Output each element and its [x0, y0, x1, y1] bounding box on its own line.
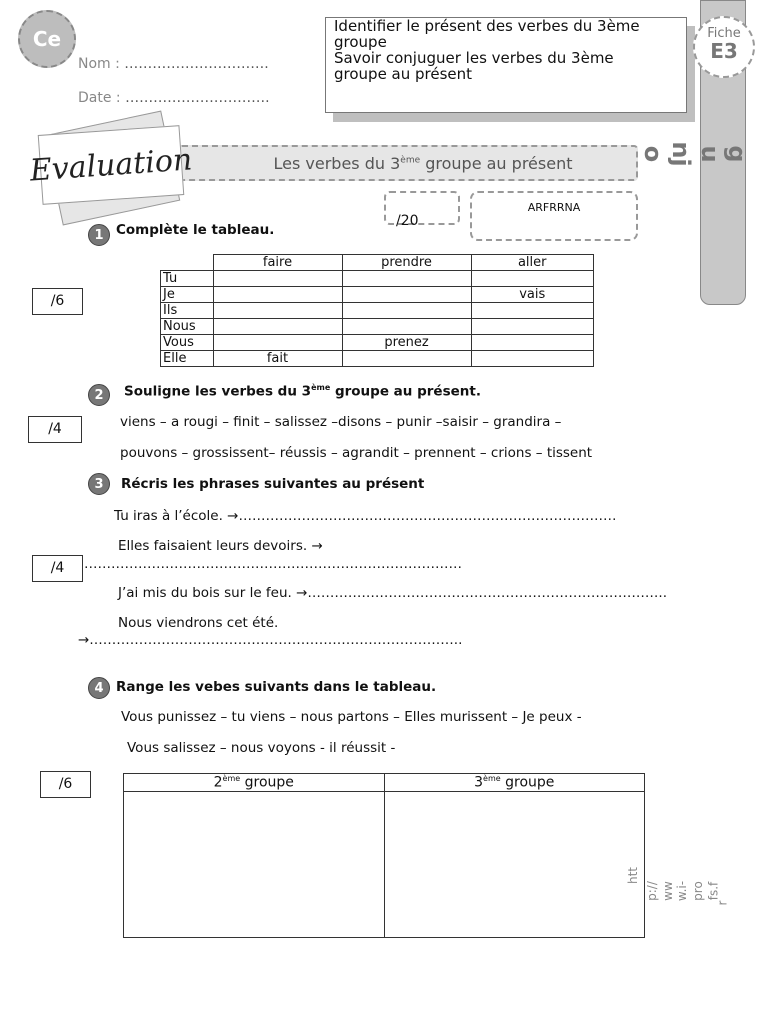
- table-row: Vous prenez: [161, 335, 594, 351]
- table-row: Nous: [161, 319, 594, 335]
- objectives-box: Identifier le présent des verbes du 3ème groupe Savoir conjuguer les verbes du 3ème groupe au présent: [325, 17, 687, 113]
- table-row: Je vais: [161, 287, 594, 303]
- exercise-2-score[interactable]: /4: [28, 416, 82, 443]
- exercise-3-score[interactable]: /4: [32, 555, 83, 582]
- title-bar: Les verbes du 3ème groupe au présent: [178, 145, 638, 181]
- table-row: Elle fait: [161, 351, 594, 367]
- name-field[interactable]: Nom : ………………………….: [78, 56, 269, 72]
- date-field[interactable]: Date : ………………………….: [78, 90, 270, 106]
- exercise-3-number: 3: [88, 473, 110, 495]
- exercise-2-line-2[interactable]: pouvons – grossissent– réussis – agrandit – prennent – crions – tissent: [120, 445, 593, 461]
- exercise-4-score[interactable]: /6: [40, 771, 91, 798]
- table-row: Tu: [161, 271, 594, 287]
- exercise-4-line-2: Vous salissez – nous voyons - il réussit -: [127, 740, 396, 756]
- exercise-4-line-1: Vous punissez – tu viens – nous partons – Elles murissent – Je peux -: [121, 709, 582, 725]
- conjugation-table: [160, 254, 594, 367]
- group-2-cell[interactable]: [124, 792, 385, 938]
- group-table: [123, 773, 645, 938]
- exercise-3-answer-2[interactable]: …………………………………………………………………………: [84, 556, 462, 572]
- exercise-1-instruction: Complète le tableau.: [116, 222, 275, 238]
- group-table-body: [124, 792, 645, 938]
- code-box: ARFRRNA: [470, 191, 638, 241]
- exercise-2-number: 2: [88, 384, 110, 406]
- table-row: Ils: [161, 303, 594, 319]
- exercise-1-score[interactable]: /6: [32, 288, 83, 315]
- total-score-box[interactable]: /20: [384, 191, 460, 225]
- evaluation-tag: Evaluation: [38, 125, 185, 205]
- level-badge: Ce: [18, 10, 76, 68]
- exercise-2-instruction: Souligne les verbes du 3ème groupe au présent.: [124, 383, 481, 400]
- exercise-2-line-1[interactable]: viens – a rougi – finit – salissez –disons – punir –saisir – grandira –: [120, 414, 562, 430]
- exercise-3-answer-4[interactable]: →………………………………………………………………………..: [78, 632, 463, 648]
- exercise-1-number: 1: [88, 224, 110, 246]
- exercise-3-sentence-2: Elles faisaient leurs devoirs. →: [118, 538, 323, 554]
- group-2-header: 2ème groupe: [124, 774, 385, 792]
- fiche-badge: Fiche E3: [693, 16, 755, 78]
- group-table-header: [124, 774, 645, 792]
- group-3-cell[interactable]: [384, 792, 645, 938]
- group-3-header: 3ème groupe: [384, 774, 645, 792]
- exercise-4-number: 4: [88, 677, 110, 699]
- side-title: onjug: [639, 141, 751, 167]
- exercise-3-sentence-1[interactable]: Tu iras à l’école. →…………………………………………………………………………: [114, 508, 617, 524]
- exercise-3-sentence-3[interactable]: J’ai mis du bois sur le feu. →……………………………………………………………………..: [118, 585, 668, 601]
- exercise-4-instruction: Range les vebes suivants dans le tableau.: [116, 679, 437, 695]
- exercise-3-instruction: Récris les phrases suivantes au présent: [121, 476, 425, 492]
- exercise-3-sentence-4: Nous viendrons cet été.: [118, 615, 279, 631]
- table-header-row: faire prendre aller: [161, 255, 594, 271]
